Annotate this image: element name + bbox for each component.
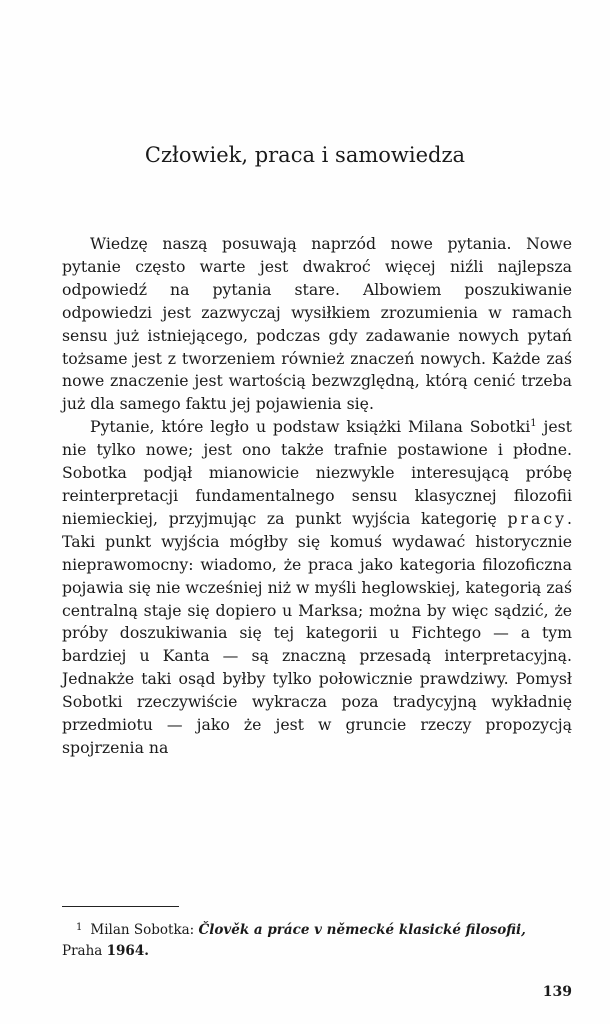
footnote (62, 918, 572, 961)
footnote-work-title: Člověk a práce v německé klasické filosofii, (198, 922, 526, 938)
body-text (62, 233, 572, 760)
chapter-title: Człowiek, praca i samowiedza (144, 143, 466, 167)
footnote-marker: 1 (76, 922, 83, 933)
footnote-author: Milan Sobotka: (90, 922, 195, 938)
paragraph-2-part-b: jest nie tylko nowe; jest ono także trafnie postawione i płodne. Sobotka podjął mianowicie niezwykle interesującą próbę reinterpretacji fundamentalnego sensu klasycznej filozofii niemieckiej, przyjmując za punkt wyjścia kategorię (62, 417, 572, 528)
footnote-year: 1964. (106, 942, 149, 959)
footnote-place: Praha (62, 942, 103, 959)
page-number: 139 (542, 984, 572, 1000)
paragraph-2 (62, 416, 572, 760)
paragraph-2-part-a: Pytanie, które legło u podstaw książki Milana Sobotki (90, 417, 531, 437)
footnote-reference: 1 (530, 418, 537, 430)
paragraph-1: Wiedzę naszą posuwają naprzód nowe pytania. Nowe pytanie często warte jest dwakroć więcej niźli najlepsza odpowiedź na pytania stare. Albowiem poszukiwanie odpowiedzi jest zazwyczaj wysiłkiem zrozumienia w ramach sensu już istniejącego, podczas gdy zadawanie nowych pytań tożsame jest z tworzeniem również znaczeń nowych. Każde zaś nowe znaczenie jest wartością bezwzględną, którą cenić trzeba już dla samego faktu jej pojawienia się. (62, 234, 572, 414)
emphasized-word: pracy (507, 508, 567, 528)
footnote-divider (62, 906, 179, 907)
paragraph-2-part-c: . Taki punkt wyjścia mógłby się komuś wydawać historycznie nieprawomocny: wiadomo, że praca jako kategoria filozoficzna pojawia się nie wcześniej niż w myśli heglowskiej, kategorią zaś centralną staje się dopiero u Marksa; można by więc sądzić, że próby doszukiwania się tej kategorii u Fichtego — a tym bardziej u Kanta — są znaczną przesadą interpretacyjną. Jednakże taki osąd byłby tylko połowicznie prawdziwy. Pomysł Sobotki rzeczywiście wykracza poza tradycyjną wykładnię przedmiotu — jako że jest w gruncie rzeczy propozycją spojrzenia na (62, 508, 572, 757)
